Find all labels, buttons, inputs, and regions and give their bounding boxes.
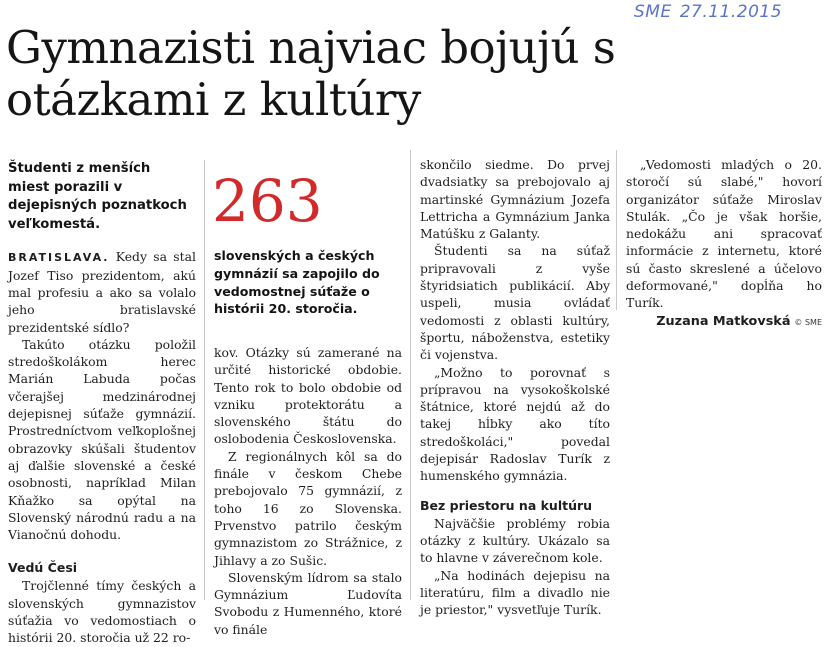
col4-paragraph-1: „Vedomosti mladých o 20. storočí sú slabé," hovorí organizátor súťaže Miroslav Stulák. „Čo je však horšie, nedokážu ani spracovať informácie z internetu, ktoré sú často skreslené a účelovo deformované," dopĺňa ho Turík. (626, 157, 822, 311)
stamp-source: SME (634, 2, 672, 22)
stat-caption: slovenských a českých gymnázií sa zapojilo do vedomostnej súťaže o histórii 20. storočia. (214, 248, 380, 317)
column-2 (214, 344, 402, 638)
column-1 (8, 160, 196, 647)
col2-paragraph-1: kov. Otázky sú zamerané na určité historické obdobie. Tento rok to bolo obdobie od vzniku protektorátu a slovenského štátu do oslobodenia Československa. (214, 345, 402, 447)
column-divider-3 (616, 150, 617, 310)
article-lead: Študenti z menších miest porazili v dejepisných poznatkoch veľkomestá. (8, 161, 187, 232)
col2-paragraph-2: Z regionálnych kôl sa do finále v českom Chebe prebojovalo 75 gymnázií, z toho 16 zo Slovenska. Prvenstvo patrilo českým gymnazistom zo Strážnice, z Jihlavy a zo Sušic. (214, 448, 402, 568)
column-3 (420, 156, 610, 618)
col1-paragraph-2: Takúto otázku položil stredoškolákom herec Marián Labuda počas včerajšej medzinárodnej dejepisnej súťaže gymnázií. Prostredníctvom veľkoplošnej obrazovky skúšali študentov aj ďalšie slovenské a české osobnosti, napríklad Milan Kňažko sa opýtal na Slovenský národnú radu a na Vianočnú dohodu. (8, 336, 196, 543)
author-name: Zuzana Matkovská (656, 313, 791, 329)
col3-paragraph-4: Najväčšie problémy robia otázky z kultúry. Ukázalo sa to hlavne v záverečnom kole. (420, 515, 610, 566)
stamp-date: 27.11.2015 (679, 2, 783, 22)
col3-paragraph-1: skončilo siedme. Do prvej dvadsiatky sa prebojovalo aj martinské Gymnázium Jozefa Lettricha a Gymnázium Janka Matúšku z Galanty. (420, 157, 610, 242)
col3-paragraph-3: „Možno to porovnať s prípravou na vysokoškolské štátnice, ktoré nejdú až do takej hĺbky ako títo stredoškoláci," povedal dejepisár Radoslav Turík z humenského gymnázia. (420, 364, 610, 484)
article-headline: Gymnazisti najviac bojujú s otázkami z kultúry (6, 21, 616, 126)
copyright: © SME (794, 317, 822, 327)
col3-paragraph-2: Študenti sa na súťaž pripravovali z vyše štyridsiatich publikácií. Aby uspeli, musia ovládať vedomosti z oblasti kultúry, športu, náboženstva, estetiky či vojenstva. (420, 243, 610, 363)
column-4 (626, 156, 822, 331)
column-divider-1 (204, 160, 205, 600)
col1-paragraph-1 (8, 248, 196, 335)
subhead-vedu-cesi: Vedú Česi (8, 560, 78, 576)
col2-paragraph-3: Slovenským lídrom sa stalo Gymnázium Ľudovíta Svobodu z Humenného, ktoré vo finále (214, 569, 402, 637)
stat-number: 263 (212, 167, 323, 235)
dateline: BRATISLAVA. (8, 251, 110, 265)
column-divider-2 (410, 150, 411, 600)
col3-paragraph-5: „Na hodinách dejepisu na literatúru, film a divadlo nie je priestor," vysvetľuje Turík. (420, 567, 610, 618)
subhead-bez-priestoru: Bez priestoru na kultúru (420, 497, 593, 513)
col1-paragraph-3: Trojčlenné tímy českých a slovenských gymnazistov súťažia vo vedomostiach o histórii 20. storočia už 22 ro- (8, 578, 196, 646)
col1-paragraph-1-text: Kedy sa stal Jozef Tiso prezidentom, akú mal profesiu a ako sa volalo jeho bratislavské prezidentské sídlo? (8, 249, 196, 335)
author-line (626, 312, 822, 331)
